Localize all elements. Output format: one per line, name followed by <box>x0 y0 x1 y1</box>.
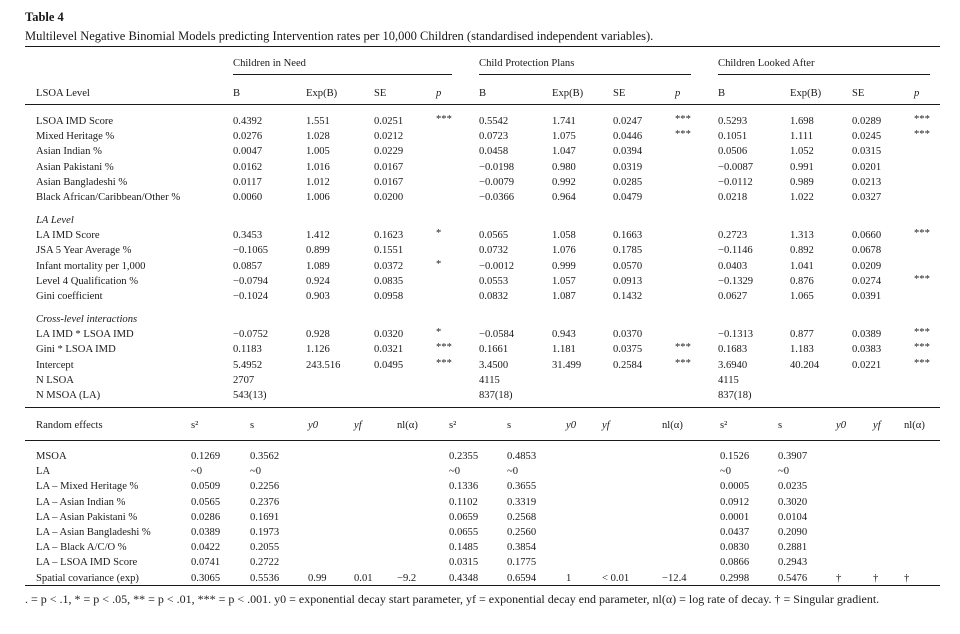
random-cell: 0.5536 <box>250 572 280 584</box>
random-cell: 0.3319 <box>507 496 537 508</box>
table-cell: −0.1146 <box>718 245 753 257</box>
table-cell: 0.0446 <box>613 131 643 143</box>
group-header: Children Looked After <box>718 58 815 69</box>
table-cell: 1.076 <box>552 245 576 257</box>
table-cell: 0.4392 <box>233 116 263 127</box>
random-row-label: LA – Asian Pakistani % <box>36 511 138 523</box>
random-cell: ~0 <box>250 466 262 478</box>
table-cell: 0.0553 <box>479 275 509 287</box>
rule-header <box>25 104 940 105</box>
table-cell: * <box>436 258 442 270</box>
table-cell: 0.0403 <box>718 260 748 272</box>
table-cell: 0.0565 <box>479 230 509 242</box>
table-cell: 0.0213 <box>852 176 882 188</box>
random-cell: 0.0509 <box>191 481 221 493</box>
random-cell: 0.2090 <box>778 527 808 538</box>
random-cell: 0.1775 <box>507 557 537 569</box>
random-cell: 0.2568 <box>507 511 537 523</box>
column-header: B <box>718 88 726 99</box>
table-cell: 1.057 <box>552 275 576 287</box>
table-cell: 0.3453 <box>233 230 263 242</box>
random-cell: 0.3562 <box>250 451 280 462</box>
table-cell: 0.0913 <box>613 275 643 287</box>
table-caption: Multilevel Negative Binomial Models predicting Intervention rates per 10,000 Children (standardised independent variables). <box>25 29 654 43</box>
table-cell: 0.0251 <box>374 116 404 127</box>
table-cell: 1.041 <box>790 260 814 272</box>
table-cell: 0.0627 <box>718 291 748 302</box>
random-cell: † <box>873 572 879 584</box>
row-label: Gini coefficient <box>36 291 103 302</box>
table-cell: 837(18) <box>718 390 752 401</box>
random-effects-label: Random effects <box>36 420 103 431</box>
table-cell: −0.0012 <box>479 260 515 272</box>
random-cell: 0.99 <box>308 572 327 584</box>
table-cell: 1.412 <box>306 230 330 242</box>
random-column-header: nl(α) <box>662 420 683 431</box>
random-cell: 0.0830 <box>720 542 750 554</box>
row-label: Gini * LSOA IMD <box>36 344 116 356</box>
table-cell: 0.5542 <box>479 116 509 127</box>
random-cell: 0.3907 <box>778 451 808 462</box>
group-header: Children in Need <box>233 58 306 69</box>
random-cell: 0.5476 <box>778 572 808 584</box>
table-cell: −0.0752 <box>233 329 269 341</box>
table-cell: 0.0247 <box>613 116 643 127</box>
section-label: LA Level <box>36 215 74 227</box>
random-cell: ~0 <box>778 466 790 478</box>
table-cell: −0.0079 <box>479 176 515 188</box>
row-label: JSA 5 Year Average % <box>36 245 132 257</box>
row-label: Level 4 Qualification % <box>36 275 139 287</box>
random-cell: ~0 <box>449 466 461 478</box>
table-cell: 0.903 <box>306 291 330 302</box>
random-cell: 0.3065 <box>191 572 221 584</box>
row-label: Asian Pakistani % <box>36 161 114 173</box>
random-cell: 0.1485 <box>449 542 479 554</box>
group-header: Child Protection Plans <box>479 58 575 69</box>
table-cell: 31.499 <box>552 359 582 371</box>
random-cell: 0.2355 <box>449 451 479 462</box>
table-cell: *** <box>914 273 930 285</box>
random-cell: 1 <box>566 572 572 584</box>
table-cell: 0.0320 <box>374 329 404 341</box>
random-cell: 0.1269 <box>191 451 221 462</box>
table-cell: 4115 <box>718 374 739 386</box>
table-cell: −0.0794 <box>233 275 269 287</box>
random-column-header: y0 <box>308 420 318 431</box>
table-cell: 1.022 <box>790 192 814 203</box>
random-cell: 0.2998 <box>720 572 750 584</box>
rule-group-1 <box>479 74 691 75</box>
random-cell: 0.4853 <box>507 451 537 462</box>
column-header: p <box>914 88 920 99</box>
random-column-header: s² <box>191 420 199 431</box>
table-cell: 0.0832 <box>479 291 509 302</box>
table-cell: 0.1661 <box>479 344 509 356</box>
random-cell: † <box>836 572 842 584</box>
table-cell: 0.0506 <box>718 146 748 158</box>
random-cell: 0.1526 <box>720 451 750 462</box>
table-cell: 0.989 <box>790 176 814 188</box>
random-cell: 0.0437 <box>720 527 750 538</box>
random-cell: 0.2376 <box>250 496 280 508</box>
random-cell: 0.1336 <box>449 481 479 493</box>
row-label: Intercept <box>36 359 74 371</box>
table-cell: 0.943 <box>552 329 576 341</box>
table-cell: −0.0366 <box>479 192 515 203</box>
table-cell: *** <box>675 357 691 369</box>
table-cell: 0.1051 <box>718 131 748 143</box>
table-cell: 0.5293 <box>718 116 748 127</box>
random-column-header: s <box>778 420 783 431</box>
table-cell: 0.0060 <box>233 192 263 203</box>
table-cell: 1.058 <box>552 230 576 242</box>
random-cell: 0.0659 <box>449 511 479 523</box>
table-cell: *** <box>675 129 691 141</box>
rule-random-header <box>25 440 940 441</box>
random-column-header: nl(α) <box>397 420 418 431</box>
table-cell: 40.204 <box>790 359 820 371</box>
table-cell: 0.0327 <box>852 192 882 203</box>
table-cell: 0.0319 <box>613 161 643 173</box>
table-cell: 3.6940 <box>718 359 748 371</box>
table-cell: 0.1785 <box>613 245 643 257</box>
row-label: Asian Indian % <box>36 146 102 158</box>
table-cell: *** <box>675 342 691 354</box>
random-row-label: LA – LSOA IMD Score <box>36 557 138 569</box>
table-cell: 1.012 <box>306 176 330 188</box>
column-header: p <box>436 88 442 99</box>
table-cell: 0.0321 <box>374 344 404 356</box>
table-cell: 4115 <box>479 374 500 386</box>
table-cell: 837(18) <box>479 390 513 401</box>
table-cell: 0.1183 <box>233 344 262 356</box>
table-cell: 3.4500 <box>479 359 509 371</box>
random-cell: 0.1691 <box>250 511 280 523</box>
table-cell: 0.0047 <box>233 146 263 158</box>
row-label: N MSOA (LA) <box>36 390 101 401</box>
rule-random-top <box>25 407 940 408</box>
table-cell: 0.964 <box>552 192 576 203</box>
table-cell: 1.551 <box>306 116 330 127</box>
random-column-header: yf <box>873 420 881 431</box>
table-cell: 0.899 <box>306 245 330 257</box>
table-cell: 1.741 <box>552 116 576 127</box>
table-cell: 1.313 <box>790 230 814 242</box>
table-cell: 0.0660 <box>852 230 882 242</box>
random-cell: 0.0286 <box>191 511 221 523</box>
table-cell: 0.0375 <box>613 344 643 356</box>
random-cell: 0.0001 <box>720 511 750 523</box>
random-column-header: y0 <box>836 420 846 431</box>
table-cell: 0.0209 <box>852 260 882 272</box>
random-cell: 0.0741 <box>191 557 221 569</box>
column-header: SE <box>374 88 387 99</box>
table-cell: *** <box>675 114 691 125</box>
random-cell: 0.0005 <box>720 481 750 493</box>
table-cell: 1.028 <box>306 131 330 143</box>
table-cell: −0.0584 <box>479 329 515 341</box>
random-cell: 0.0389 <box>191 527 221 538</box>
random-cell: < 0.01 <box>602 572 630 584</box>
rule-bottom <box>25 585 940 586</box>
random-cell: 0.3020 <box>778 496 808 508</box>
random-cell: † <box>904 572 910 584</box>
table-cell: 0.0117 <box>233 176 262 188</box>
row-label: Asian Bangladeshi % <box>36 176 128 188</box>
table-cell: 0.0370 <box>613 329 643 341</box>
row-label: LA IMD Score <box>36 230 100 242</box>
table-cell: 0.0723 <box>479 131 509 143</box>
rule-group-2 <box>718 74 930 75</box>
table-cell: 1.016 <box>306 161 330 173</box>
random-cell: 0.0422 <box>191 542 221 554</box>
column-header: Exp(B) <box>306 88 338 99</box>
row-label: LA IMD * LSOA IMD <box>36 329 134 341</box>
random-cell: 0.0104 <box>778 511 808 523</box>
table-cell: *** <box>914 114 930 125</box>
random-cell: 0.4348 <box>449 572 479 584</box>
table-cell: 0.892 <box>790 245 814 257</box>
random-cell: 0.2881 <box>778 542 808 554</box>
random-cell: 0.1102 <box>449 496 478 508</box>
table-cell: 1.087 <box>552 291 576 302</box>
table-cell: 0.1551 <box>374 245 404 257</box>
table-cell: 1.047 <box>552 146 576 158</box>
table-cell: 1.005 <box>306 146 330 158</box>
table-cell: −0.1065 <box>233 245 269 257</box>
random-cell: 0.0565 <box>191 496 221 508</box>
table-cell: 0.0221 <box>852 359 882 371</box>
column-header: B <box>233 88 241 99</box>
random-cell: 0.0655 <box>449 527 479 538</box>
table-cell: * <box>436 228 442 240</box>
table-cell: 1.006 <box>306 192 330 203</box>
table-cell: 0.0201 <box>852 161 882 173</box>
table-cell: 0.0212 <box>374 131 404 143</box>
table-cell: 0.2584 <box>613 359 643 371</box>
random-cell: 0.1973 <box>250 527 280 538</box>
table-cell: 0.0218 <box>718 192 748 203</box>
table-cell: −0.0112 <box>718 176 753 188</box>
table-cell: 0.0200 <box>374 192 404 203</box>
table-cell: *** <box>914 327 930 339</box>
table-cell: 1.183 <box>790 344 814 356</box>
random-cell: 0.0235 <box>778 481 808 493</box>
table-cell: 0.0167 <box>374 176 404 188</box>
column-header: SE <box>613 88 626 99</box>
random-cell: ~0 <box>720 466 732 478</box>
table-cell: 0.0678 <box>852 245 882 257</box>
random-cell: 0.2560 <box>507 527 537 538</box>
table-title: Table 4 <box>25 10 64 24</box>
row-label: Infant mortality per 1,000 <box>36 260 146 272</box>
table-footnote: . = p < .1, * = p < .05, ** = p < .01, *** = p < .001. y0 = exponential decay start parameter, yf = exponential decay end parameter, nl(α) = log rate of decay. † = Singular gradient. <box>25 592 880 606</box>
table-cell: 0.0389 <box>852 329 882 341</box>
table-cell: 0.0570 <box>613 260 643 272</box>
row-label: N LSOA <box>36 374 74 386</box>
table-cell: 0.1663 <box>613 230 643 242</box>
table-cell: 0.992 <box>552 176 576 188</box>
random-column-header: yf <box>602 420 610 431</box>
table-cell: 0.0857 <box>233 260 263 272</box>
table-cell: 0.1683 <box>718 344 748 356</box>
random-cell: 0.3655 <box>507 481 537 493</box>
row-label: Black African/Caribbean/Other % <box>36 192 181 203</box>
table-cell: −0.0198 <box>479 161 515 173</box>
rule-top <box>25 46 940 47</box>
table-cell: 0.0167 <box>374 161 404 173</box>
table-cell: 0.0732 <box>479 245 509 257</box>
random-cell: 0.2943 <box>778 557 808 569</box>
random-cell: 0.2722 <box>250 557 280 569</box>
table-cell: 0.0245 <box>852 131 882 143</box>
column-header: B <box>479 88 487 99</box>
table-cell: 0.980 <box>552 161 576 173</box>
table-cell: 5.4952 <box>233 359 263 371</box>
table-cell: −0.1024 <box>233 291 269 302</box>
table-cell: 0.0372 <box>374 260 404 272</box>
random-row-label: LA – Asian Bangladeshi % <box>36 527 151 538</box>
random-column-header: s <box>507 420 512 431</box>
random-cell: 0.2055 <box>250 542 280 554</box>
table-cell: 1.111 <box>790 131 814 143</box>
random-cell: 0.01 <box>354 572 373 584</box>
table-cell: 0.0391 <box>852 291 882 302</box>
table-cell: 1.698 <box>790 116 814 127</box>
table-cell: 0.0285 <box>613 176 643 188</box>
table-cell: 1.181 <box>552 344 576 356</box>
table-cell: 0.0276 <box>233 131 263 143</box>
random-row-label: Spatial covariance (exp) <box>36 572 139 584</box>
random-column-header: nl(α) <box>904 420 925 431</box>
table-cell: 0.877 <box>790 329 814 341</box>
table-cell: 0.0835 <box>374 275 404 287</box>
table-cell: 0.0383 <box>852 344 882 356</box>
random-cell: ~0 <box>507 466 519 478</box>
table-cell: 0.0229 <box>374 146 404 158</box>
column-header: p <box>675 88 681 99</box>
random-cell: 0.0866 <box>720 557 750 569</box>
table-cell: 1.052 <box>790 146 814 158</box>
random-cell: 0.0912 <box>720 496 750 508</box>
table-cell: 0.876 <box>790 275 814 287</box>
random-cell: 0.2256 <box>250 481 280 493</box>
table-cell: 0.0274 <box>852 275 882 287</box>
table-cell: *** <box>914 342 930 354</box>
random-cell: 0.3854 <box>507 542 537 554</box>
row-label: LSOA IMD Score <box>36 116 114 127</box>
table-cell: 0.928 <box>306 329 330 341</box>
table-cell: 0.0315 <box>852 146 882 158</box>
table-cell: 0.2723 <box>718 230 748 242</box>
table-cell: *** <box>914 129 930 141</box>
table-cell: *** <box>914 357 930 369</box>
table-cell: −0.1329 <box>718 275 754 287</box>
random-column-header: y0 <box>566 420 576 431</box>
random-cell: 0.6594 <box>507 572 537 584</box>
row-label: Mixed Heritage % <box>36 131 115 143</box>
table-cell: *** <box>914 228 930 240</box>
random-column-header: s² <box>720 420 728 431</box>
random-cell: −9.2 <box>397 572 417 584</box>
table-cell: 0.0479 <box>613 192 643 203</box>
table-cell: 0.999 <box>552 260 576 272</box>
table-cell: 0.1623 <box>374 230 404 242</box>
table-cell: 0.924 <box>306 275 330 287</box>
table-cell: * <box>436 327 442 339</box>
table-cell: 1.065 <box>790 291 814 302</box>
table-cell: 543(13) <box>233 390 267 401</box>
random-cell: −12.4 <box>662 572 687 584</box>
table-cell: *** <box>436 342 452 354</box>
table-cell: 243.516 <box>306 359 341 371</box>
table-cell: 0.0289 <box>852 116 882 127</box>
random-row-label: LA – Black A/C/O % <box>36 542 127 554</box>
table-cell: −0.0087 <box>718 161 754 173</box>
table-cell: 1.075 <box>552 131 576 143</box>
table-cell: 0.1432 <box>613 291 643 302</box>
level-label-lsoa: LSOA Level <box>36 88 90 99</box>
table-cell: *** <box>436 357 452 369</box>
random-column-header: s² <box>449 420 457 431</box>
section-label: Cross-level interactions <box>36 314 138 326</box>
random-row-label: LA <box>36 466 51 478</box>
column-header: SE <box>852 88 865 99</box>
table-cell: 1.089 <box>306 260 330 272</box>
random-column-header: s <box>250 420 255 431</box>
table-cell: −0.1313 <box>718 329 754 341</box>
table-cell: 2707 <box>233 374 255 386</box>
table-cell: 1.126 <box>306 344 330 356</box>
table-cell: *** <box>436 114 452 125</box>
table-cell: 0.0958 <box>374 291 404 302</box>
rule-group-0 <box>233 74 452 75</box>
random-row-label: MSOA <box>36 451 67 462</box>
random-column-header: yf <box>354 420 362 431</box>
table-cell: 0.991 <box>790 161 814 173</box>
random-row-label: LA – Mixed Heritage % <box>36 481 139 493</box>
column-header: Exp(B) <box>790 88 822 99</box>
table-cell: 0.0162 <box>233 161 263 173</box>
table-cell: 0.0394 <box>613 146 643 158</box>
table-cell: 0.0495 <box>374 359 404 371</box>
random-cell: 0.0315 <box>449 557 479 569</box>
column-header: Exp(B) <box>552 88 584 99</box>
random-cell: ~0 <box>191 466 203 478</box>
table-cell: 0.0458 <box>479 146 509 158</box>
random-row-label: LA – Asian Indian % <box>36 496 126 508</box>
